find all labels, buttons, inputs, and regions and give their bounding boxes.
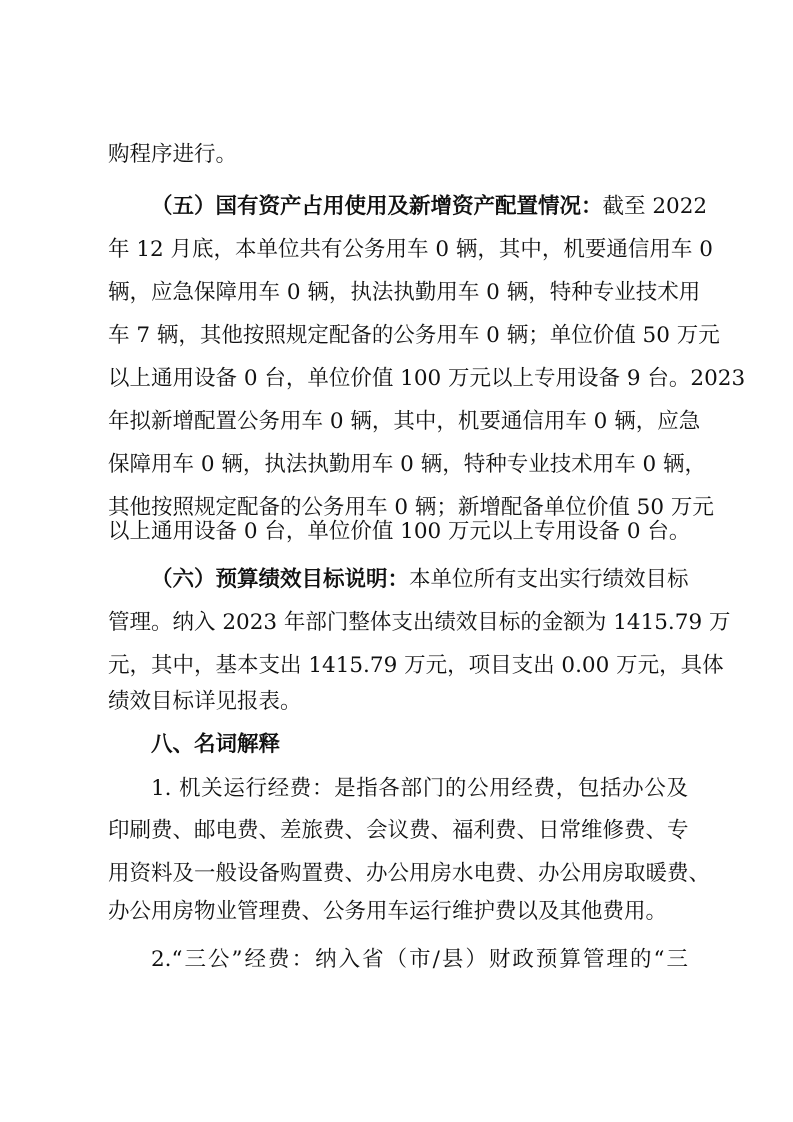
section-eight-title: 八、名词解释 <box>151 732 281 757</box>
definition-2-line: 2.“三公”经费：纳入省（市/县）财政预算管理的“三 <box>151 947 688 972</box>
paragraph-line: 以上通用设备 0 台，单位价值 100 万元以上专用设备 0 台。 <box>108 519 691 544</box>
paragraph-line: 年拟新增配置公务用车 0 辆，其中，机要通信用车 0 辆，应急 <box>108 409 701 434</box>
paragraph-line: 以上通用设备 0 台，单位价值 100 万元以上专用设备 9 台。2023 <box>108 366 746 391</box>
paragraph-line: 车 7 辆，其他按照规定配备的公务用车 0 辆；单位价值 50 万元 <box>108 323 720 348</box>
paragraph-line: 管理。纳入 2023 年部门整体支出绩效目标的金额为 1415.79 万 <box>108 610 731 635</box>
paragraph-line: 辆，应急保障用车 0 辆，执法执勤用车 0 辆，特种专业技术用 <box>108 280 701 305</box>
paragraph-line: 购程序进行。 <box>108 142 238 167</box>
section-six-heading: （六）预算绩效目标说明： <box>151 567 410 592</box>
paragraph-line: 元，其中，基本支出 1415.79 万元，项目支出 0.00 万元，具体 <box>108 653 724 678</box>
definition-1-line: 1. 机关运行经费：是指各部门的公用经费，包括办公及 <box>151 776 688 801</box>
paragraph-line: 其他按照规定配备的公务用车 0 辆；新增配备单位价值 50 万元 <box>108 495 714 520</box>
paragraph-line: 用资料及一般设备购置费、办公用房水电费、办公用房取暖费、 <box>108 861 711 886</box>
paragraph-line: 绩效目标详见报表。 <box>108 689 302 714</box>
section-six-line: （六）预算绩效目标说明：本单位所有支出实行绩效目标 <box>151 567 689 592</box>
section-five-line: （五）国有资产占用使用及新增资产配置情况：截至 2022 <box>151 194 708 219</box>
paragraph-line: 保障用车 0 辆，执法执勤用车 0 辆，特种专业技术用车 0 辆， <box>108 452 707 477</box>
paragraph-line: 办公用房物业管理费、公务用车运行维护费以及其他费用。 <box>108 899 668 924</box>
section-five-heading: （五）国有资产占用使用及新增资产配置情况： <box>151 194 603 219</box>
paragraph-line: 印刷费、邮电费、差旅费、会议费、福利费、日常维修费、专 <box>108 818 689 843</box>
paragraph-line: 年 12 月底，本单位共有公务用车 0 辆，其中，机要通信用车 0 <box>108 237 713 262</box>
